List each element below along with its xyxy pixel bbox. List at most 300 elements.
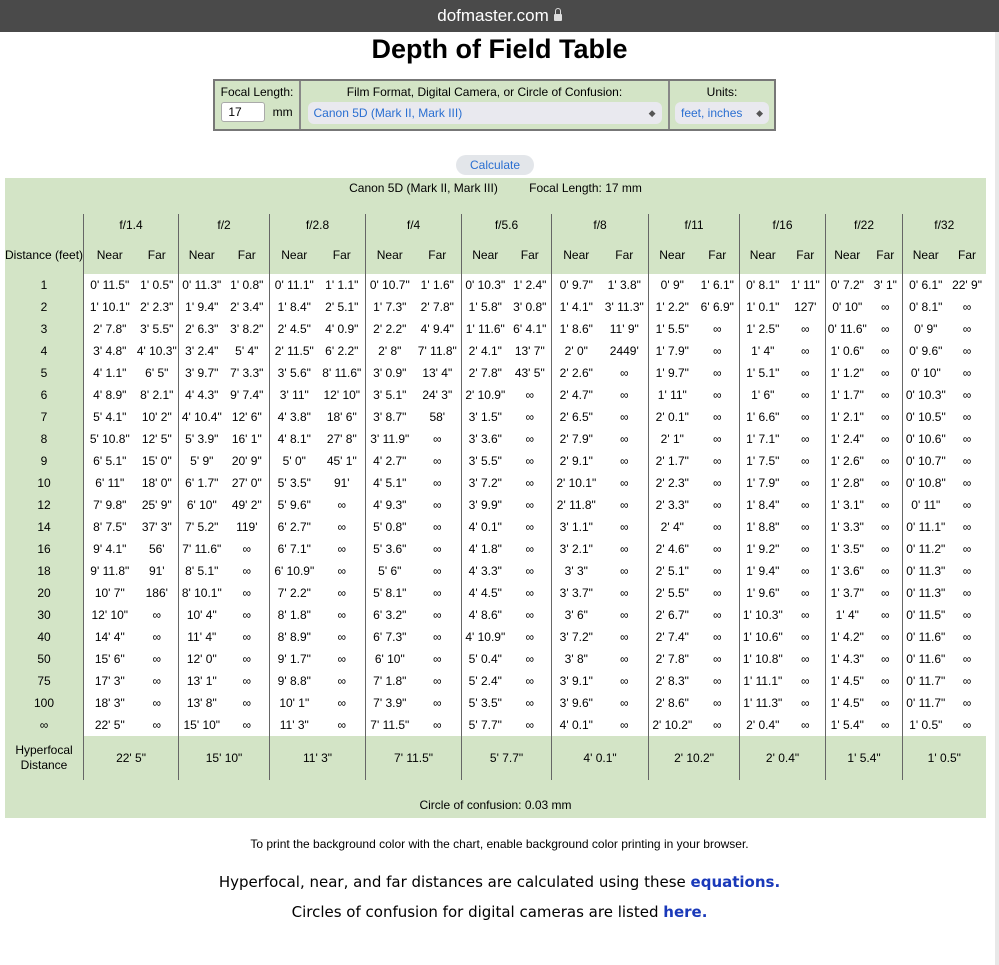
- near-value-cell: 9' 4.1": [84, 538, 136, 560]
- far-value-cell: ∞: [414, 670, 462, 692]
- far-value-cell: ∞: [414, 472, 462, 494]
- near-value-cell: 9' 8.8": [270, 670, 319, 692]
- far-value-cell: ∞: [786, 604, 826, 626]
- near-value-cell: 0' 11.3": [179, 274, 225, 296]
- distance-cell: 8: [5, 428, 84, 450]
- near-value-cell: 0' 9": [649, 274, 696, 296]
- near-value-cell: 5' 6": [366, 560, 414, 582]
- near-value-cell: 7' 1.8": [366, 670, 414, 692]
- far-value-cell: ∞: [696, 670, 740, 692]
- chevron-updown-icon: ◆: [648, 107, 656, 118]
- near-value-cell: 5' 8.1": [366, 582, 414, 604]
- near-value-cell: 3' 8.7": [366, 406, 414, 428]
- near-value-cell: 1' 0.5": [903, 714, 949, 736]
- near-value-cell: 2' 0": [552, 340, 601, 362]
- near-value-cell: 13' 8": [179, 692, 225, 714]
- near-value-cell: 1' 9.2": [740, 538, 786, 560]
- equations-text: Hyperfocal, near, and far distances are calculated using these: [218, 873, 691, 891]
- distance-cell: 14: [5, 516, 84, 538]
- hyperfocal-value: 1' 0.5": [903, 736, 986, 780]
- distance-cell: 3: [5, 318, 84, 340]
- near-value-cell: 0' 10": [903, 362, 949, 384]
- far-value-cell: 1' 1.1": [319, 274, 366, 296]
- format-select[interactable]: [308, 102, 662, 124]
- near-value-cell: 10' 4": [179, 604, 225, 626]
- far-value-cell: 91': [136, 560, 179, 582]
- far-value-cell: ∞: [136, 714, 179, 736]
- aperture-header: f/2: [179, 214, 270, 236]
- far-value-cell: ∞: [786, 538, 826, 560]
- far-value-cell: ∞: [509, 428, 552, 450]
- near-value-cell: 2' 1": [649, 428, 696, 450]
- near-value-cell: 2' 10.9": [462, 384, 509, 406]
- far-value-cell: 3' 8.2": [225, 318, 270, 340]
- table-row: [5, 318, 986, 340]
- far-header: Far: [869, 236, 903, 274]
- far-value-cell: 25' 9": [136, 494, 179, 516]
- far-value-cell: ∞: [949, 296, 986, 318]
- near-value-cell: 15' 6": [84, 648, 136, 670]
- aperture-header: f/1.4: [84, 214, 179, 236]
- far-value-cell: ∞: [414, 494, 462, 516]
- near-value-cell: 7' 9.8": [84, 494, 136, 516]
- far-value-cell: ∞: [414, 626, 462, 648]
- table-row: [5, 472, 986, 494]
- far-value-cell: ∞: [869, 362, 903, 384]
- near-value-cell: 7' 5.2": [179, 516, 225, 538]
- near-value-cell: 6' 2.7": [270, 516, 319, 538]
- near-value-cell: 1' 8.8": [740, 516, 786, 538]
- far-value-cell: 1' 2.4": [509, 274, 552, 296]
- far-value-cell: ∞: [696, 406, 740, 428]
- near-header: Near: [903, 236, 949, 274]
- near-value-cell: 15' 10": [179, 714, 225, 736]
- near-value-cell: 1' 7.1": [740, 428, 786, 450]
- near-value-cell: 4' 8.6": [462, 604, 509, 626]
- near-value-cell: 4' 1.8": [462, 538, 509, 560]
- near-value-cell: 4' 2.7": [366, 450, 414, 472]
- near-value-cell: 3' 11.9": [366, 428, 414, 450]
- near-value-cell: 3' 9.6": [552, 692, 601, 714]
- far-value-cell: ∞: [949, 516, 986, 538]
- near-value-cell: 11' 3": [270, 714, 319, 736]
- far-value-cell: ∞: [949, 406, 986, 428]
- near-value-cell: 1' 7.5": [740, 450, 786, 472]
- far-value-cell: ∞: [601, 384, 649, 406]
- table-row: [5, 296, 986, 318]
- far-value-cell: 8' 11.6": [319, 362, 366, 384]
- hyperfocal-value: 11' 3": [270, 736, 366, 780]
- far-value-cell: ∞: [949, 340, 986, 362]
- near-value-cell: 1' 9.4": [740, 560, 786, 582]
- far-value-cell: ∞: [509, 494, 552, 516]
- table-row: [5, 274, 986, 296]
- far-value-cell: ∞: [786, 318, 826, 340]
- near-value-cell: 1' 11": [649, 384, 696, 406]
- near-value-cell: 1' 6.6": [740, 406, 786, 428]
- far-value-cell: ∞: [949, 384, 986, 406]
- far-value-cell: ∞: [869, 318, 903, 340]
- distance-cell: 2: [5, 296, 84, 318]
- aperture-header: f/32: [903, 214, 986, 236]
- near-value-cell: 3' 8": [552, 648, 601, 670]
- far-value-cell: 119': [225, 516, 270, 538]
- far-value-cell: ∞: [136, 604, 179, 626]
- distance-cell: 12: [5, 494, 84, 516]
- far-value-cell: ∞: [696, 714, 740, 736]
- far-value-cell: ∞: [869, 340, 903, 362]
- far-value-cell: 18' 0": [136, 472, 179, 494]
- far-value-cell: ∞: [319, 648, 366, 670]
- far-value-cell: ∞: [319, 538, 366, 560]
- far-header: Far: [509, 236, 552, 274]
- far-value-cell: ∞: [786, 428, 826, 450]
- aperture-header: f/8: [552, 214, 649, 236]
- browser-address-bar[interactable]: [0, 0, 999, 32]
- near-value-cell: 3' 2.4": [179, 340, 225, 362]
- far-value-cell: ∞: [509, 648, 552, 670]
- far-value-cell: ∞: [414, 428, 462, 450]
- units-cell: [670, 81, 774, 129]
- near-value-cell: 2' 8.3": [649, 670, 696, 692]
- near-value-cell: 0' 9.7": [552, 274, 601, 296]
- table-row: [5, 582, 986, 604]
- near-header: Near: [826, 236, 869, 274]
- far-value-cell: ∞: [786, 362, 826, 384]
- far-value-cell: 6' 4.1": [509, 318, 552, 340]
- near-value-cell: 0' 11.7": [903, 692, 949, 714]
- near-value-cell: 1' 4.5": [826, 670, 869, 692]
- near-value-cell: 1' 2.4": [826, 428, 869, 450]
- near-value-cell: 4' 8.9": [84, 384, 136, 406]
- near-value-cell: 5' 2.4": [462, 670, 509, 692]
- far-header: Far: [696, 236, 740, 274]
- far-value-cell: 6' 6.9": [696, 296, 740, 318]
- distance-cell: 75: [5, 670, 84, 692]
- near-value-cell: 8' 7.5": [84, 516, 136, 538]
- focal-length-label: Focal Length:: [220, 85, 294, 99]
- near-value-cell: 1' 2.6": [826, 450, 869, 472]
- near-value-cell: 3' 3.7": [552, 582, 601, 604]
- near-value-cell: 2' 4.5": [270, 318, 319, 340]
- distance-cell: 18: [5, 560, 84, 582]
- table-row: [5, 516, 986, 538]
- distance-cell: 40: [5, 626, 84, 648]
- far-value-cell: 16' 1": [225, 428, 270, 450]
- far-value-cell: ∞: [225, 538, 270, 560]
- far-value-cell: ∞: [509, 692, 552, 714]
- near-value-cell: 3' 11": [270, 384, 319, 406]
- near-value-cell: 1' 7.3": [366, 296, 414, 318]
- near-value-cell: 1' 9.7": [649, 362, 696, 384]
- far-value-cell: ∞: [601, 626, 649, 648]
- far-header: Far: [414, 236, 462, 274]
- near-value-cell: 1' 4.2": [826, 626, 869, 648]
- near-value-cell: 1' 3.6": [826, 560, 869, 582]
- far-header: Far: [225, 236, 270, 274]
- near-value-cell: 0' 10.6": [903, 428, 949, 450]
- units-select[interactable]: [675, 102, 769, 124]
- far-value-cell: 1' 3.8": [601, 274, 649, 296]
- far-value-cell: ∞: [786, 516, 826, 538]
- near-value-cell: 8' 1.8": [270, 604, 319, 626]
- far-value-cell: 13' 7": [509, 340, 552, 362]
- near-value-cell: 1' 10.1": [84, 296, 136, 318]
- near-value-cell: 18' 3": [84, 692, 136, 714]
- far-value-cell: ∞: [601, 450, 649, 472]
- far-value-cell: ∞: [136, 626, 179, 648]
- far-value-cell: ∞: [696, 582, 740, 604]
- far-value-cell: ∞: [319, 516, 366, 538]
- coc-note-text: Circles of confusion for digital cameras are listed: [291, 903, 664, 921]
- equations-link[interactable]: equations.: [690, 873, 781, 891]
- aperture-header: f/2.8: [270, 214, 366, 236]
- near-value-cell: 4' 4.3": [179, 384, 225, 406]
- near-value-cell: 2' 10.2": [649, 714, 696, 736]
- near-value-cell: 3' 6": [552, 604, 601, 626]
- near-value-cell: 0' 9.6": [903, 340, 949, 362]
- near-value-cell: 1' 3.3": [826, 516, 869, 538]
- distance-cell: 50: [5, 648, 84, 670]
- focal-length-cell: [215, 81, 301, 129]
- near-value-cell: 3' 5.5": [462, 450, 509, 472]
- format-label: Film Format, Digital Camera, or Circle of Confusion:: [346, 85, 623, 99]
- far-value-cell: ∞: [949, 472, 986, 494]
- table-row: [5, 714, 986, 736]
- caption-focal: Focal Length: 17 mm: [529, 181, 642, 195]
- far-value-cell: ∞: [509, 472, 552, 494]
- near-value-cell: 2' 7.9": [552, 428, 601, 450]
- far-value-cell: ∞: [869, 692, 903, 714]
- caption-camera: Canon 5D (Mark II, Mark III): [349, 181, 498, 195]
- near-value-cell: 1' 11.6": [462, 318, 509, 340]
- far-value-cell: ∞: [696, 384, 740, 406]
- near-value-cell: 2' 8": [366, 340, 414, 362]
- near-value-cell: 1' 1.2": [826, 362, 869, 384]
- far-value-cell: 27' 0": [225, 472, 270, 494]
- near-value-cell: 3' 9.7": [179, 362, 225, 384]
- near-value-cell: 2' 7.8": [462, 362, 509, 384]
- far-value-cell: ∞: [319, 626, 366, 648]
- far-value-cell: ∞: [601, 582, 649, 604]
- far-value-cell: ∞: [696, 648, 740, 670]
- near-header: Near: [270, 236, 319, 274]
- header-corner: [5, 214, 84, 236]
- hyperfocal-value: 15' 10": [179, 736, 270, 780]
- units-label: Units:: [706, 85, 738, 99]
- far-value-cell: ∞: [869, 714, 903, 736]
- far-value-cell: 12' 10": [319, 384, 366, 406]
- near-value-cell: 1' 11.1": [740, 670, 786, 692]
- near-value-cell: 0' 10.5": [903, 406, 949, 428]
- distance-header: Distance (feet): [5, 236, 84, 274]
- far-value-cell: ∞: [509, 626, 552, 648]
- hyperfocal-value: 2' 0.4": [740, 736, 826, 780]
- near-value-cell: 8' 5.1": [179, 560, 225, 582]
- near-value-cell: 5' 9.6": [270, 494, 319, 516]
- near-value-cell: 2' 2.3": [649, 472, 696, 494]
- far-value-cell: ∞: [509, 582, 552, 604]
- scrollbar[interactable]: [995, 32, 999, 965]
- far-value-cell: ∞: [414, 648, 462, 670]
- far-value-cell: ∞: [696, 472, 740, 494]
- near-value-cell: 5' 3.9": [179, 428, 225, 450]
- print-note: To print the background color with the chart, enable background color printing in your browser.: [250, 837, 749, 851]
- dof-table: [5, 214, 986, 780]
- near-value-cell: 1' 2.1": [826, 406, 869, 428]
- near-header: Near: [649, 236, 696, 274]
- hyperfocal-value: 2' 10.2": [649, 736, 740, 780]
- near-value-cell: 0' 11.5": [84, 274, 136, 296]
- near-value-cell: 4' 10.4": [179, 406, 225, 428]
- far-value-cell: ∞: [869, 516, 903, 538]
- near-value-cell: 1' 9.4": [179, 296, 225, 318]
- table-row: [5, 340, 986, 362]
- near-value-cell: 4' 5.1": [366, 472, 414, 494]
- format-select-value: Canon 5D (Mark II, Mark III): [313, 106, 463, 120]
- far-value-cell: 91': [319, 472, 366, 494]
- near-value-cell: 2' 6.5": [552, 406, 601, 428]
- near-value-cell: 5' 3.6": [366, 538, 414, 560]
- far-value-cell: ∞: [509, 670, 552, 692]
- near-value-cell: 2' 1.7": [649, 450, 696, 472]
- near-value-cell: 0' 10.7": [903, 450, 949, 472]
- hyperfocal-value: 4' 0.1": [552, 736, 649, 780]
- far-value-cell: ∞: [509, 560, 552, 582]
- far-value-cell: ∞: [869, 406, 903, 428]
- far-value-cell: ∞: [225, 648, 270, 670]
- far-value-cell: ∞: [949, 362, 986, 384]
- circle-of-confusion-text: Circle of confusion: 0.03 mm: [419, 798, 572, 812]
- near-value-cell: 2' 6.7": [649, 604, 696, 626]
- far-value-cell: 20' 9": [225, 450, 270, 472]
- far-value-cell: 3' 11.3": [601, 296, 649, 318]
- far-value-cell: 6' 2.2": [319, 340, 366, 362]
- aperture-header: f/5.6: [462, 214, 552, 236]
- near-value-cell: 5' 3.5": [462, 692, 509, 714]
- dof-table-panel: [5, 178, 986, 818]
- near-value-cell: 3' 4.8": [84, 340, 136, 362]
- far-value-cell: 56': [136, 538, 179, 560]
- distance-cell: 100: [5, 692, 84, 714]
- near-value-cell: 0' 11.1": [903, 516, 949, 538]
- chevron-updown-icon: ◆: [756, 107, 763, 118]
- far-value-cell: ∞: [696, 626, 740, 648]
- far-value-cell: 1' 6.1": [696, 274, 740, 296]
- near-value-cell: 0' 11.5": [903, 604, 949, 626]
- near-value-cell: 0' 10.3": [903, 384, 949, 406]
- hyperfocal-row: [5, 736, 986, 780]
- near-value-cell: 1' 1.7": [826, 384, 869, 406]
- coc-note: [0, 903, 999, 921]
- near-value-cell: 4' 10.9": [462, 626, 509, 648]
- far-value-cell: 1' 0.5": [136, 274, 179, 296]
- far-value-cell: ∞: [949, 318, 986, 340]
- coc-here-link[interactable]: here.: [663, 903, 708, 921]
- units-select-value: feet, inches: [681, 106, 743, 120]
- near-value-cell: 12' 10": [84, 604, 136, 626]
- far-value-cell: ∞: [696, 340, 740, 362]
- far-value-cell: 22' 9": [949, 274, 986, 296]
- far-value-cell: 2449': [601, 340, 649, 362]
- near-value-cell: 2' 4": [649, 516, 696, 538]
- far-value-cell: 58': [414, 406, 462, 428]
- far-value-cell: 4' 0.9": [319, 318, 366, 340]
- far-value-cell: ∞: [869, 494, 903, 516]
- far-value-cell: ∞: [601, 560, 649, 582]
- near-value-cell: 5' 10.8": [84, 428, 136, 450]
- near-value-cell: 1' 10.6": [740, 626, 786, 648]
- near-value-cell: 4' 9.3": [366, 494, 414, 516]
- near-value-cell: 2' 5.1": [649, 560, 696, 582]
- near-value-cell: 5' 0.4": [462, 648, 509, 670]
- far-value-cell: ∞: [949, 494, 986, 516]
- near-value-cell: 5' 9": [179, 450, 225, 472]
- far-value-cell: ∞: [949, 428, 986, 450]
- near-value-cell: 2' 6.3": [179, 318, 225, 340]
- far-value-cell: ∞: [414, 538, 462, 560]
- near-value-cell: 2' 7.8": [84, 318, 136, 340]
- near-value-cell: 0' 7.2": [826, 274, 869, 296]
- near-value-cell: 10' 7": [84, 582, 136, 604]
- focal-length-input[interactable]: [221, 102, 265, 122]
- near-value-cell: 1' 8.6": [552, 318, 601, 340]
- near-value-cell: 7' 11.6": [179, 538, 225, 560]
- far-value-cell: ∞: [869, 472, 903, 494]
- distance-cell: 9: [5, 450, 84, 472]
- distance-cell: 20: [5, 582, 84, 604]
- far-value-cell: 24' 3": [414, 384, 462, 406]
- calculate-button[interactable]: Calculate: [456, 155, 534, 175]
- far-value-cell: ∞: [225, 604, 270, 626]
- near-value-cell: 2' 4.7": [552, 384, 601, 406]
- near-value-cell: 1' 9.6": [740, 582, 786, 604]
- near-value-cell: 1' 7.9": [649, 340, 696, 362]
- near-value-cell: 9' 11.8": [84, 560, 136, 582]
- distance-cell: ∞: [5, 714, 84, 736]
- near-value-cell: 2' 8.6": [649, 692, 696, 714]
- far-value-cell: ∞: [319, 692, 366, 714]
- far-value-cell: 4' 10.3": [136, 340, 179, 362]
- far-value-cell: ∞: [869, 670, 903, 692]
- near-value-cell: 22' 5": [84, 714, 136, 736]
- far-value-cell: ∞: [869, 582, 903, 604]
- near-value-cell: 4' 3.8": [270, 406, 319, 428]
- near-value-cell: 0' 8.1": [740, 274, 786, 296]
- near-value-cell: 0' 10.3": [462, 274, 509, 296]
- far-value-cell: ∞: [225, 626, 270, 648]
- far-value-cell: 1' 1.6": [414, 274, 462, 296]
- near-value-cell: 6' 7.3": [366, 626, 414, 648]
- calculator-form: [213, 79, 776, 131]
- domain-text: dofmaster.com: [437, 6, 549, 25]
- far-value-cell: 5' 4": [225, 340, 270, 362]
- far-value-cell: 2' 5.1": [319, 296, 366, 318]
- near-value-cell: 1' 3.5": [826, 538, 869, 560]
- near-value-cell: 1' 4.5": [826, 692, 869, 714]
- far-value-cell: ∞: [319, 582, 366, 604]
- far-header: Far: [786, 236, 826, 274]
- far-value-cell: ∞: [869, 296, 903, 318]
- near-value-cell: 1' 6": [740, 384, 786, 406]
- near-value-cell: 14' 4": [84, 626, 136, 648]
- near-value-cell: 6' 11": [84, 472, 136, 494]
- near-value-cell: 0' 11.2": [903, 538, 949, 560]
- near-value-cell: 3' 3.6": [462, 428, 509, 450]
- far-value-cell: ∞: [786, 340, 826, 362]
- distance-cell: 1: [5, 274, 84, 296]
- near-value-cell: 0' 6.1": [903, 274, 949, 296]
